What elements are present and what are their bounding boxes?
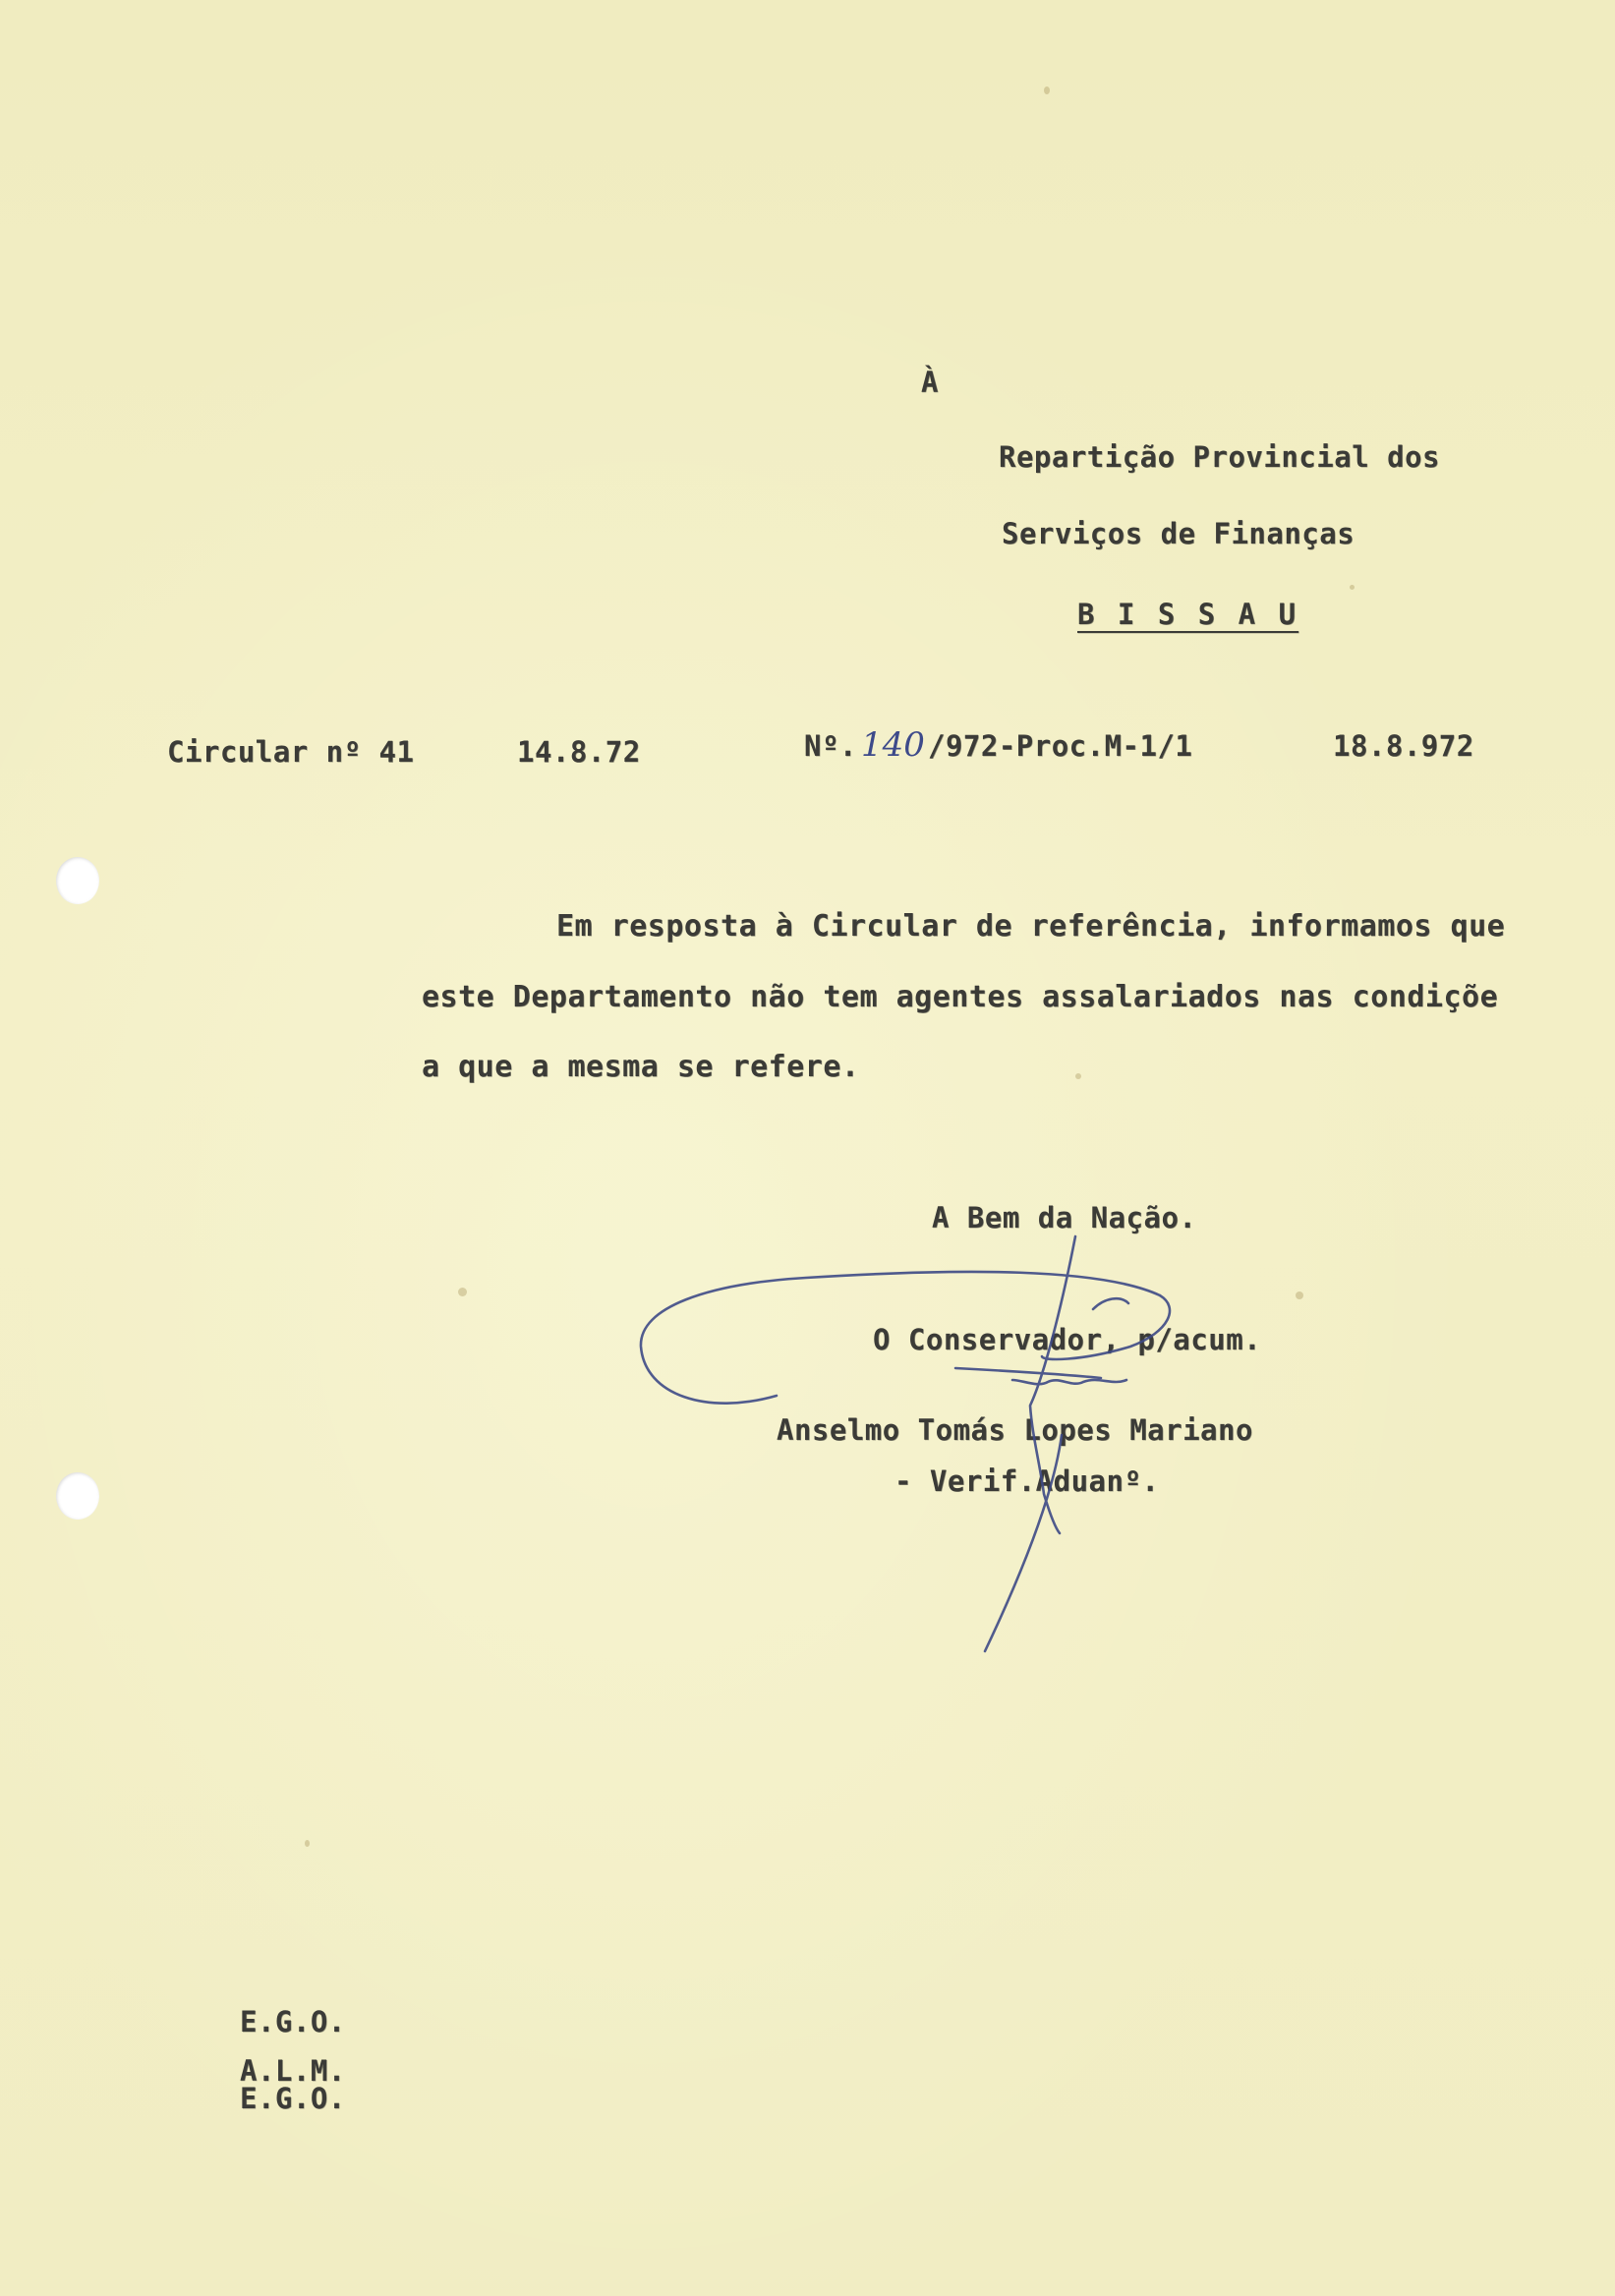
body-line-3: a que a mesma se refere. — [422, 1050, 860, 1084]
document-date: 18.8.972 — [1333, 729, 1474, 763]
addressee-prefix: À — [921, 366, 939, 399]
initials-line-3: E.G.O. — [240, 2082, 346, 2115]
signatory-name: Anselmo Tomás Lopes Mariano — [777, 1413, 1253, 1447]
circular-date: 14.8.72 — [517, 735, 641, 769]
addressee-city: B I S S A U — [1077, 598, 1299, 631]
signatory-role: O Conservador, p/acum. — [873, 1323, 1262, 1356]
body-line-2: este Departamento não tem agentes assalariados nas condiçõe — [422, 980, 1499, 1014]
signatory-title: - Verif.Aduanº. — [894, 1464, 1160, 1498]
document-number-prefix: Nº. — [804, 729, 857, 763]
addressee-line-2: Serviços de Finanças — [1002, 517, 1355, 550]
initials-line-2: A.L.M. — [240, 2054, 346, 2088]
initials-line-1: E.G.O. — [240, 2005, 346, 2038]
document-number-handwritten: 140 — [861, 725, 925, 765]
body-line-1: Em resposta à Circular de referência, informamos que — [556, 909, 1506, 944]
addressee-line-1: Repartição Provincial dos — [999, 440, 1440, 474]
document-number-suffix: /972-Proc.M-1/1 — [928, 729, 1193, 763]
circular-reference: Circular nº 41 — [167, 735, 415, 769]
closing-salutation: A Bem da Nação. — [932, 1201, 1197, 1234]
